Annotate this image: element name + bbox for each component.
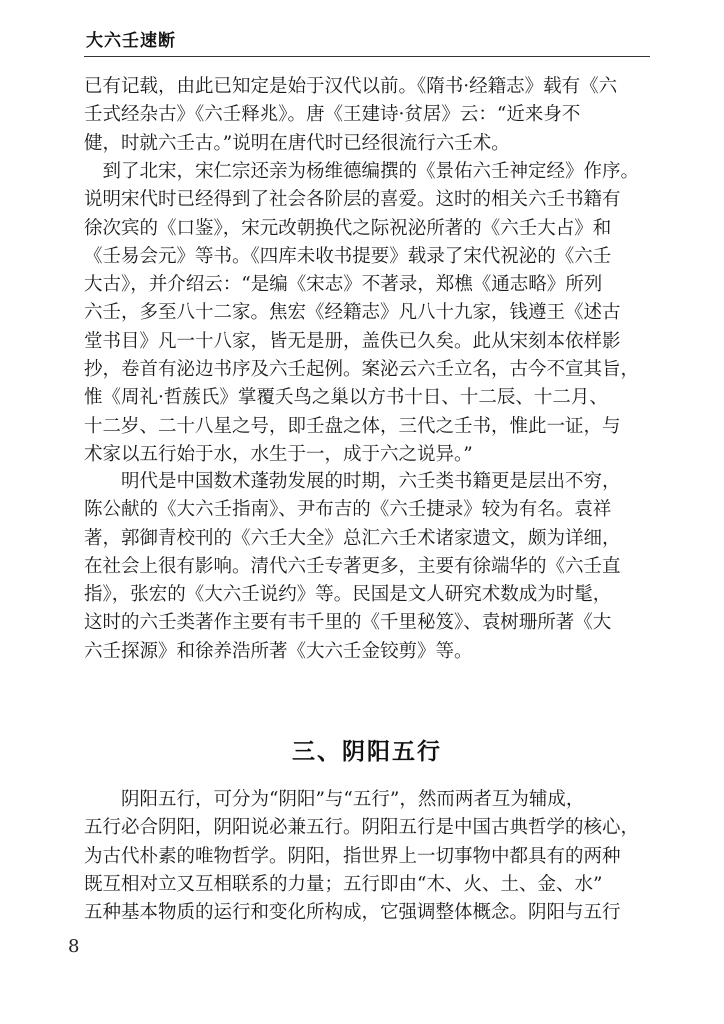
running-header-title: 大六壬速断 — [86, 31, 176, 51]
text-line: 抄，卷首有泌边书序及六壬起例。案泌云六壬立名，古今不宣其旨， — [84, 359, 640, 381]
paragraph-song-dynasty — [84, 158, 650, 469]
paragraph-origin — [84, 73, 650, 158]
text-line: 十二岁、二十八星之号，即壬盘之体，三代之壬书，惟此一证，与 — [84, 415, 621, 437]
text-line: 指》，张宏的《大六壬说约》等。民国是文人研究术数成为时髦， — [84, 584, 612, 606]
text-line: 六壬探源》和徐养浩所著《大六壬金铰剪》等。 — [84, 640, 473, 662]
text-line: 惟《周礼·哲蔟氏》掌覆夭鸟之巢以方书十日、十二辰、十二月、 — [84, 387, 608, 409]
text-line: 在社会上很有影响。清代六壬专著更多，主要有徐端华的《六壬直 — [84, 555, 621, 577]
text-line: 明代是中国数术蓬勃发展的时期，六壬类书籍更是层出不穷， — [84, 471, 621, 492]
text-line: 六壬，多至八十二家。焦宏《经籍志》凡八十九家，钱遵王《述古 — [84, 302, 621, 324]
paragraph-yin-yang — [84, 786, 650, 927]
text-line: 阴阳五行，可分为“阴阳”与“五行”，然而两者互为辅成， — [84, 789, 585, 810]
text-line: 著，郭御青校刊的《六壬大全》总汇六壬术诸家遗文，颇为详细， — [84, 527, 621, 549]
header-divider — [84, 56, 650, 57]
text-line: 到了北宋，宋仁宗还亲为杨维德编撰的《景佑六壬神定经》作序。 — [84, 161, 640, 182]
text-line: 健，时就六壬古。”说明在唐代时已经很流行六壬术。 — [84, 132, 510, 154]
text-line: 五种基本物质的运行和变化所构成，它强调整体概念。阴阳与五行 — [84, 902, 621, 924]
text-line: 为古代朴素的唯物哲学。阴阳，指世界上一切事物中都具有的两种 — [84, 845, 621, 867]
text-line: 徐次宾的《口鉴》，宋元改朝换代之际祝泌所著的《六壬大占》和 — [84, 217, 612, 239]
text-line: 陈公献的《大六壬指南》、尹布吉的《六壬捷录》较为有名。袁祥 — [84, 499, 612, 521]
text-line: 既互相对立又互相联系的力量；五行即由“木、火、土、金、水” — [84, 873, 603, 895]
text-line: 术家以五行始于水，水生于一，成于六之说异。” — [84, 443, 473, 465]
paragraph-ming-qing — [84, 468, 650, 666]
page-number: 8 — [68, 936, 80, 957]
text-line: 堂书目》凡一十八家，皆无是册，盖佚已久矣。此从宋刻本依样影 — [84, 330, 621, 352]
text-line: 已有记载，由此已知定是始于汉代以前。《隋书·经籍志》载有《六 — [84, 76, 618, 97]
text-line: 这时的六壬类著作主要有韦千里的《千里秘笈》、袁树珊所著《大 — [84, 612, 612, 634]
text-line: 《壬易会元》等书。《四库未收书提要》载录了宋代祝泌的《六壬 — [84, 245, 612, 267]
text-line: 说明宋代时已经得到了社会各阶层的喜爱。这时的相关六壬书籍有 — [84, 189, 621, 211]
text-line: 壬式经杂古》《六壬释兆》。唐《王建诗·贫居》云：“近来身不 — [84, 104, 581, 126]
text-line: 大古》，并介绍云：“是编《宋志》不著录，郑樵《通志略》所列 — [84, 274, 603, 296]
text-line: 五行必合阴阳，阴阳说必兼五行。阴阳五行是中国古典哲学的核心， — [84, 817, 640, 839]
section-heading: 三、阴阳五行 — [292, 739, 442, 766]
